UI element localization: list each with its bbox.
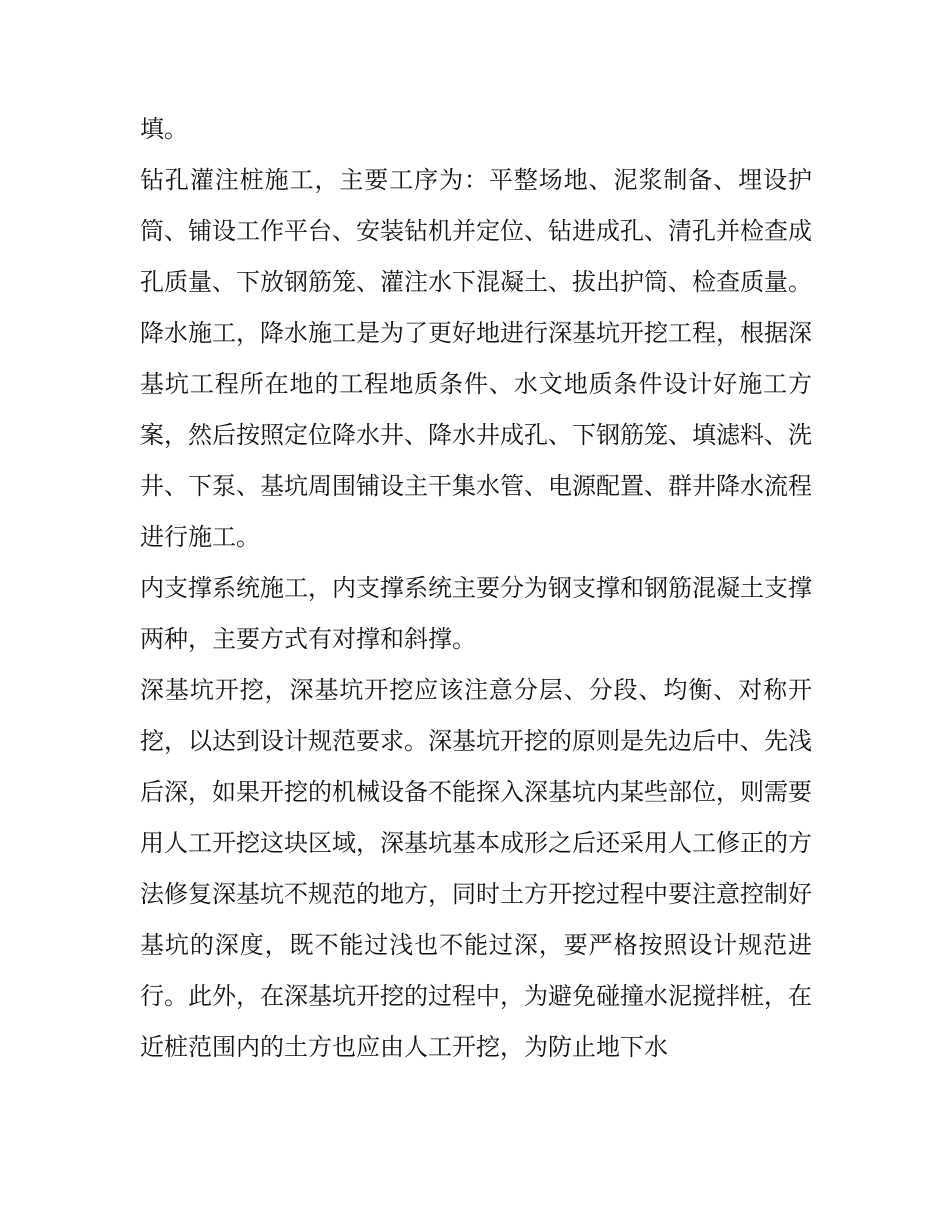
paragraph-bored-pile-construction: 钻孔灌注桩施工，主要工序为：平整场地、泥浆制备、埋设护筒、铺设工作平台、安装钻机并定位、钻进成孔、清孔并检查成孔质量、下放钢筋笼、灌注水下混凝土、拔出护筒、检查质量。 (140, 166, 812, 296)
paragraph-internal-support-system: 内支撑系统施工，内支撑系统主要分为钢支撑和钢筋混凝土支撑两种，主要方式有对撑和斜撑。 (140, 574, 812, 653)
paragraph-dewatering-construction: 降水施工，降水施工是为了更好地进行深基坑开挖工程，根据深基坑工程所在地的工程地质条件、水文地质条件设计好施工方案，然后按照定位降水井、降水井成孔、下钢筋笼、填滤料、洗井、下泵、基坑周围铺设主干集水管、电源配置、群井降水流程进行施工。 (140, 319, 812, 551)
paragraph-continuation: 填。 (140, 115, 188, 143)
paragraph-deep-pit-excavation: 深基坑开挖，深基坑开挖应该注意分层、分段、均衡、对称开挖，以达到设计规范要求。深基坑开挖的原则是先边后中、先浅后深，如果开挖的机械设备不能探入深基坑内某些部位，则需要用人工开挖这块区域，深基坑基本成形之后还采用人工修正的方法修复深基坑不规范的地方，同时土方开挖过程中要注意控制好基坑的深度，既不能过浅也不能过深，要严格按照设计规范进行。此外，在深基坑开挖的过程中，为避免碰撞水泥搅拌桩，在近桩范围内的土方也应由人工开挖，为防止地下水 (140, 676, 812, 1061)
document-page (140, 104, 812, 1073)
